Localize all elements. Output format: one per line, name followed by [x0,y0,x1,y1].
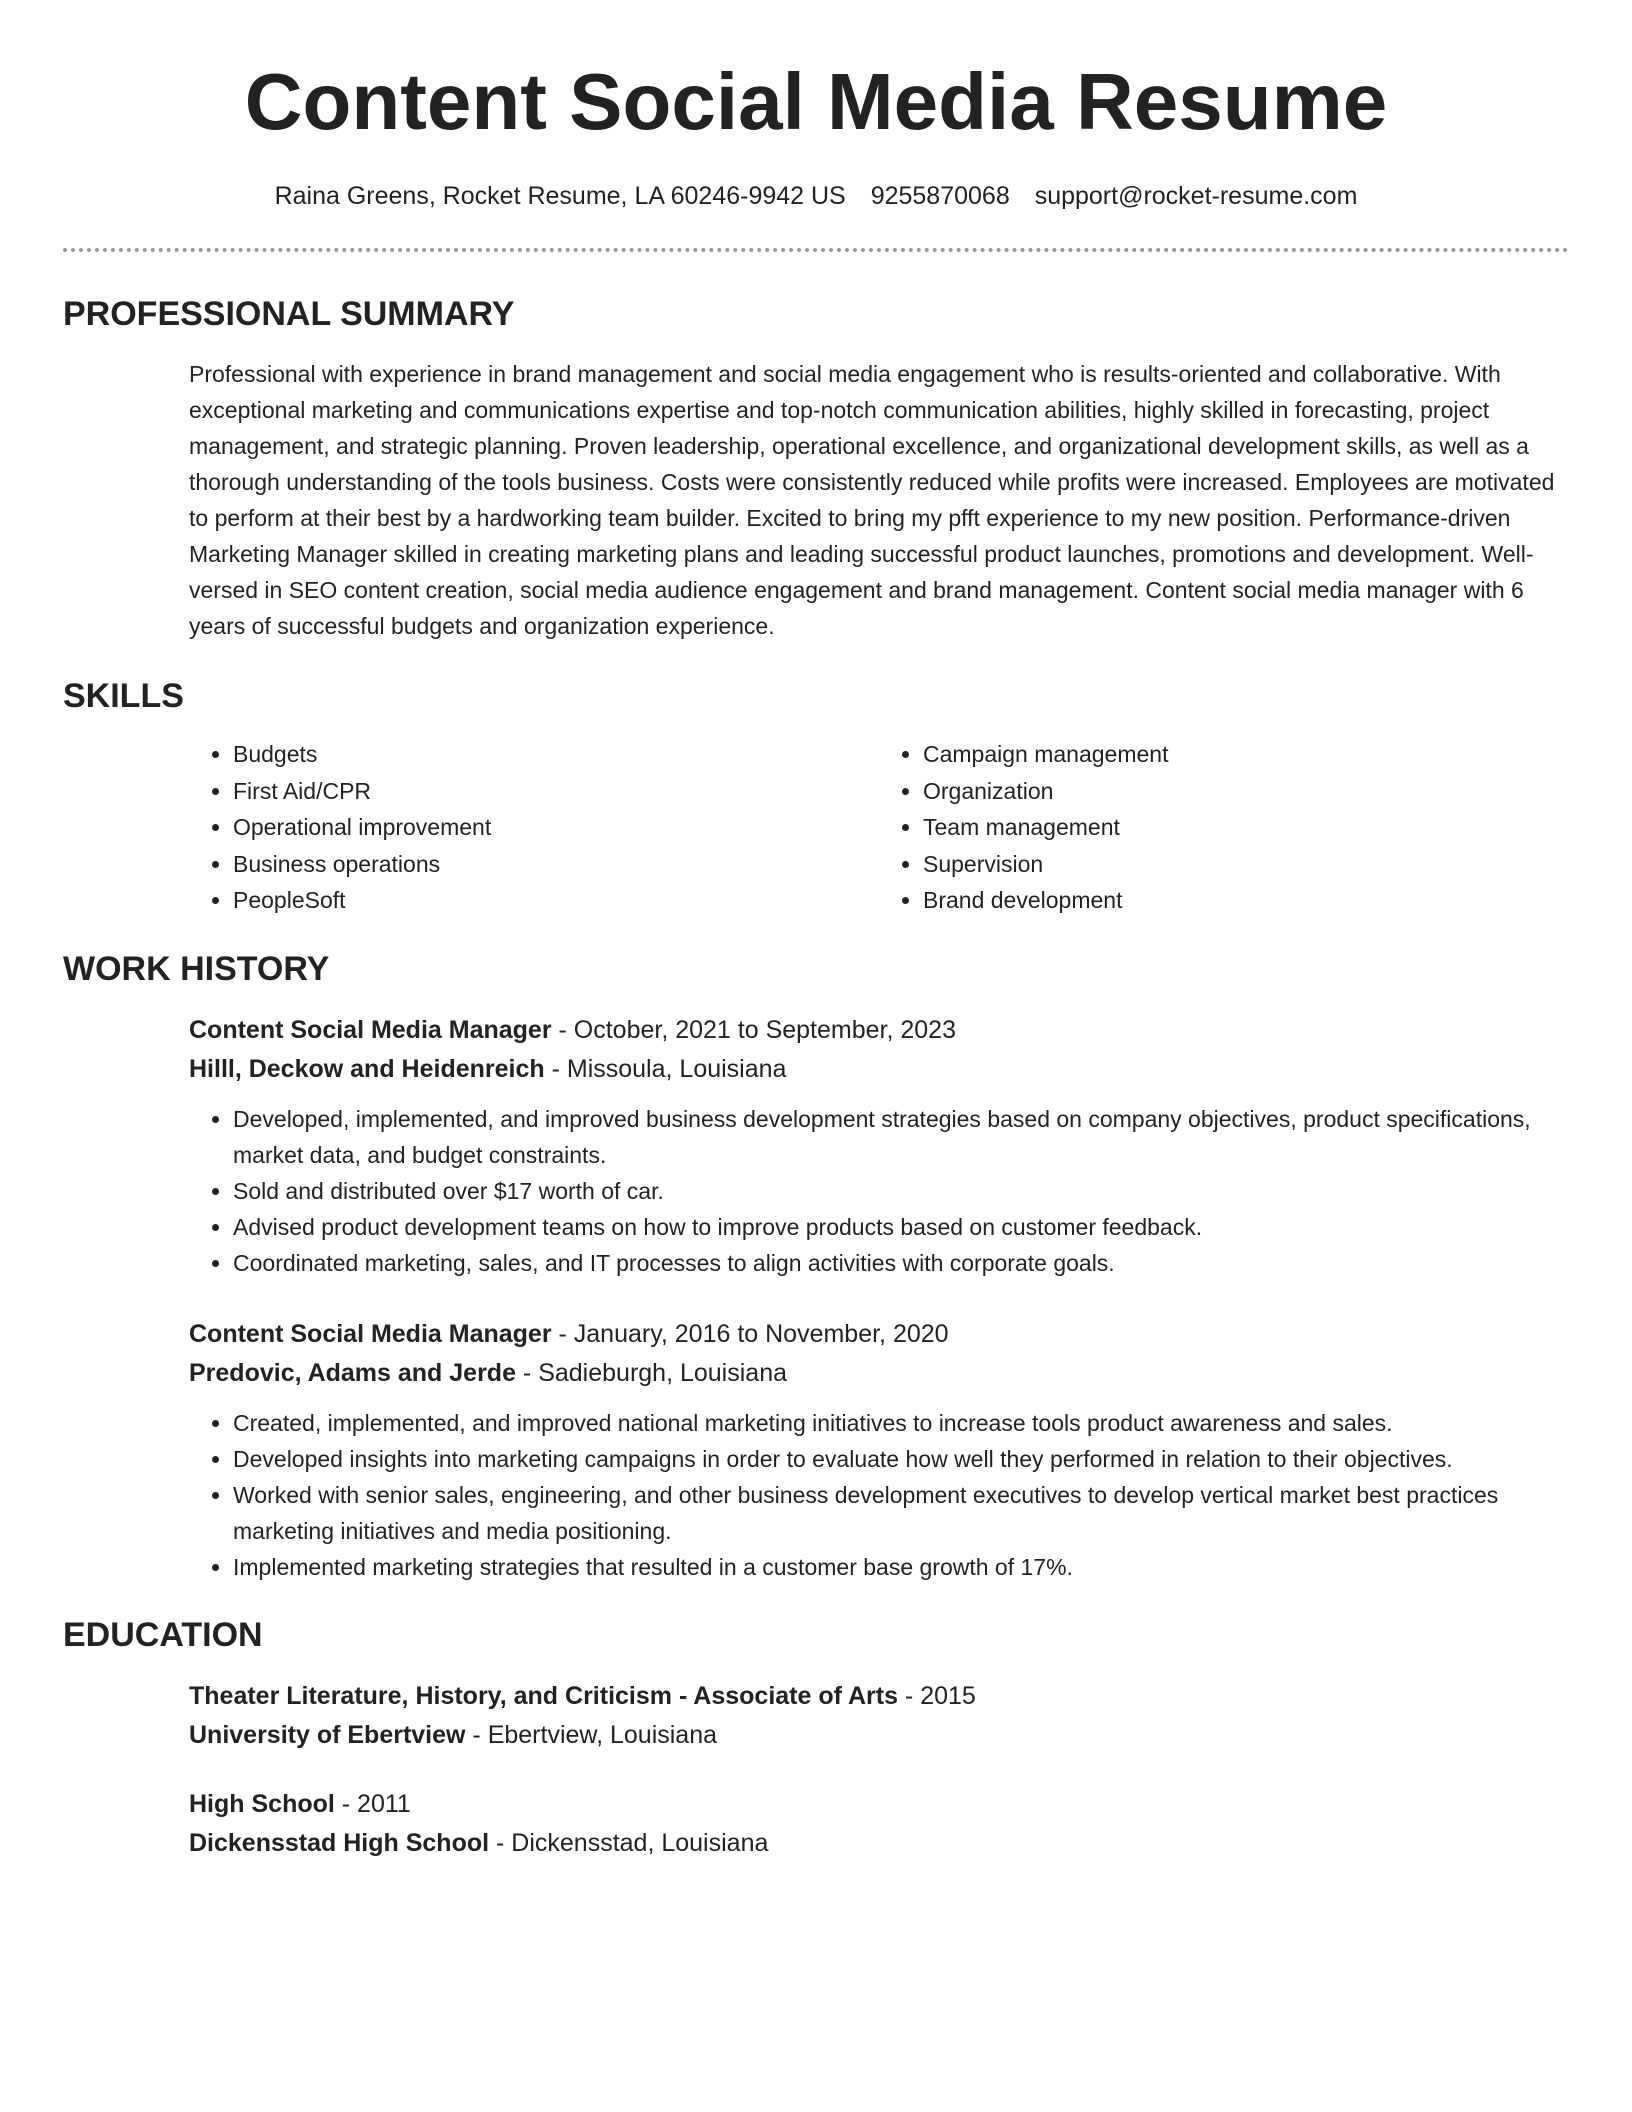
skills-list-left [189,736,879,919]
education-degree-line [189,1785,1569,1824]
job-bullet: • Developed insights into marketing campaigns in order to evaluate how well they performed in relation to their objectives. [233,1441,1569,1477]
education-body [63,1677,1569,1863]
resume-title: Content Social Media Resume [244,57,1388,146]
skill-item: • First Aid/CPR [233,773,879,810]
resume-header [63,0,1569,212]
contact-line [63,180,1569,212]
skill-item: • Supervision [923,846,1569,883]
education-degree: Theater Literature, History, and Criticism - Associate of Arts [189,1681,898,1710]
skill-item: • PeopleSoft [233,882,879,919]
job-location: - Missoula, Louisiana [544,1054,787,1083]
skills-list-right [879,736,1569,919]
education-school: University of Ebertview [189,1720,466,1749]
summary-heading: PROFESSIONAL SUMMARY [63,295,515,333]
skill-item: • Campaign management [923,736,1569,773]
job-title-line [189,1011,1569,1050]
summary-section [63,292,1569,644]
job-title-line [189,1315,1569,1354]
skill-item: • Business operations [233,846,879,883]
summary-body [63,356,1569,644]
job-company: Hilll, Deckow and Heidenreich [189,1054,545,1083]
education-section [63,1613,1569,1863]
education-school-line [189,1824,1569,1863]
job-bullet: • Developed, implemented, and improved business development strategies based on company objectives, product specifications, market data, and budget constraints. [233,1101,1569,1173]
job-bullet: • Coordinated marketing, sales, and IT processes to align activities with corporate goals. [233,1245,1569,1281]
education-heading: EDUCATION [63,1615,263,1654]
contact-phone: 9255870068 [870,182,1010,210]
job-bullet: • Implemented marketing strategies that resulted in a customer base growth of 17%. [233,1549,1569,1585]
job-company: Predovic, Adams and Jerde [189,1358,516,1387]
work-body [63,1011,1569,1585]
skills-section [63,674,1569,919]
skill-item: • Operational improvement [233,809,879,846]
work-heading: WORK HISTORY [63,949,330,988]
job-entry [189,1011,1569,1281]
education-school-line [189,1716,1569,1755]
skills-heading: SKILLS [63,677,184,715]
job-bullet: • Sold and distributed over $17 worth of car. [233,1173,1569,1209]
job-company-line [189,1354,1569,1393]
job-bullets [189,1101,1569,1281]
job-bullet: • Worked with senior sales, engineering, and other business development executives to develop vertical market best practices marketing initiatives and media positioning. [233,1477,1569,1549]
work-section [63,947,1569,1585]
education-entry [189,1677,1569,1755]
skill-item: • Budgets [233,736,879,773]
skill-item: • Organization [923,773,1569,810]
job-company-line [189,1050,1569,1089]
education-school: Dickensstad High School [189,1828,490,1857]
education-location: - Dickensstad, Louisiana [489,1828,769,1857]
job-bullet: • Created, implemented, and improved national marketing initiatives to increase tools product awareness and sales. [233,1405,1569,1441]
job-entry [189,1315,1569,1585]
job-dates: - October, 2021 to September, 2023 [551,1015,956,1044]
job-bullets [189,1405,1569,1585]
education-location: - Ebertview, Louisiana [465,1720,718,1749]
education-degree-line [189,1677,1569,1716]
contact-address: Raina Greens, Rocket Resume, LA 60246-9942 US [274,182,846,210]
education-degree: High School [189,1789,335,1818]
skill-item: • Brand development [923,882,1569,919]
job-bullet: • Advised product development teams on how to improve products based on customer feedback. [233,1209,1569,1245]
header-divider [63,248,1569,252]
contact-email: support@rocket-resume.com [1034,182,1358,210]
job-location: - Sadieburgh, Louisiana [515,1358,788,1387]
job-role: Content Social Media Manager [189,1319,552,1348]
job-role: Content Social Media Manager [189,1015,552,1044]
education-entry [189,1785,1569,1863]
job-dates: - January, 2016 to November, 2020 [551,1319,949,1348]
skills-columns [63,736,1569,919]
skill-item: • Team management [923,809,1569,846]
education-year: - 2015 [897,1681,976,1710]
education-year: - 2011 [334,1789,411,1818]
summary-text: Professional with experience in brand management and social media engagement who is results-oriented and collaborative. With exceptional marketing and communications expertise and top-notch communication abilities, highly skilled in forecasting, project management, and strategic planning. Proven leadership, operational excellence, and organizational development skills, as well as a thorough understanding of the tools business. Costs were consistently reduced while profits were increased. Employees are motivated to perform at their best by a hardworking team builder. Excited to bring my pfft experience to my new position. Performance-driven Marketing Manager skilled in creating marketing plans and leading successful product launches, promotions and development. Well-versed in SEO content creation, social media audience engagement and brand management. Content social media manager with 6 years of successful budgets and organization experience. [189,361,1555,639]
